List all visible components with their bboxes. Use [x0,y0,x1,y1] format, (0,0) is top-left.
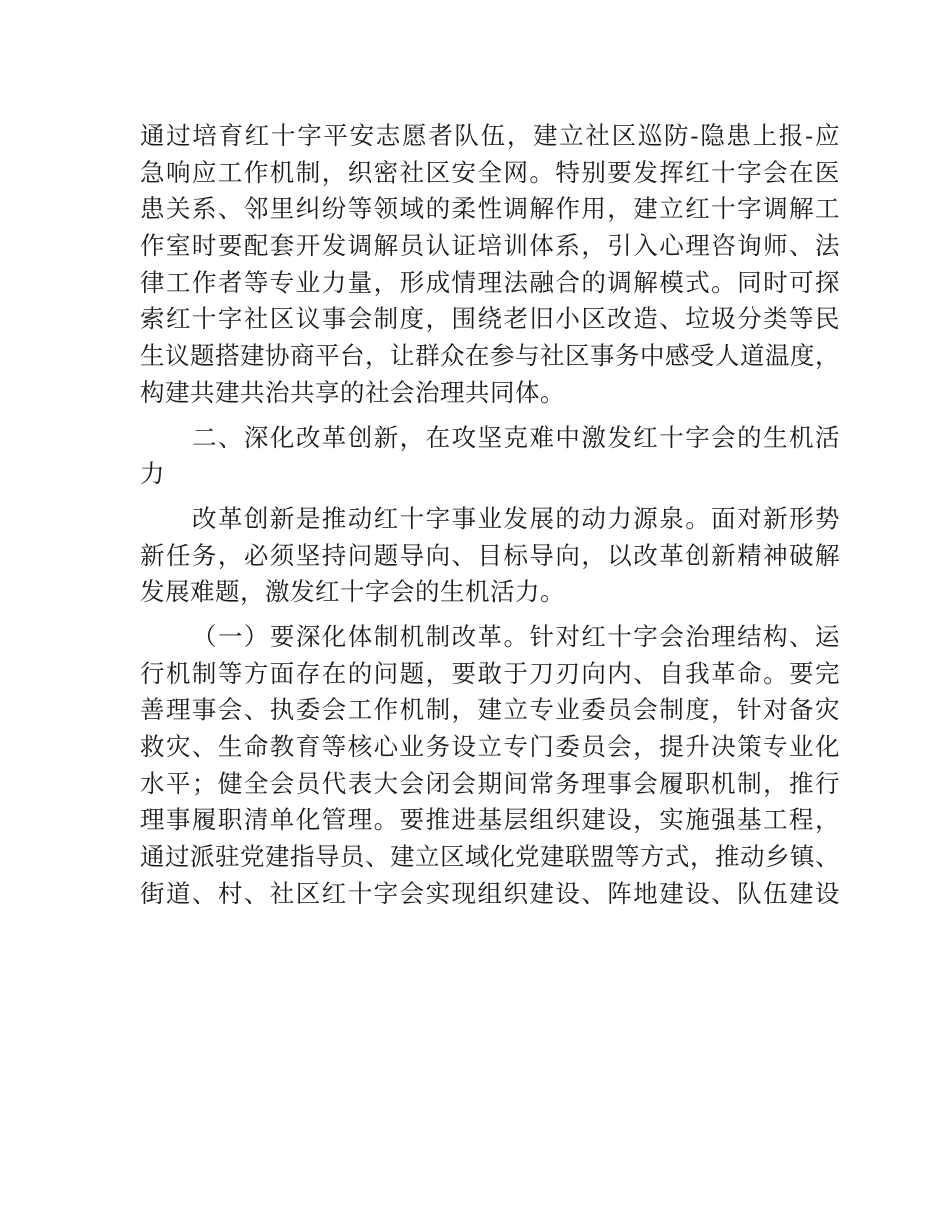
paragraph-gap [140,493,840,501]
text-line: 通过培育红十字平安志愿者队伍，建立社区巡防-隐患上报-应 [140,121,840,150]
text-line: 救灾、生命教育等核心业务设立专门委员会，提升决策专业化 [140,732,840,761]
text-line: 改革创新是推动红十字事业发展的动力源泉。面对新形势 [192,503,840,533]
text-line: 理事履职清单化管理。要推进基层组织建设，实施强基工程， [140,805,840,835]
text-line: 患关系、邻里纠纷等领域的柔性调解作用，建立红十字调解工 [140,194,840,224]
text-line: 律工作者等专业力量，形成情理法融合的调解模式。同时可探 [140,267,840,297]
text-line: 生议题搭建协商平台，让群众在参与社区事务中感受人道温度， [140,341,840,371]
heading-line: 力 [140,459,165,489]
document-body [140,118,840,912]
text-line: 索红十字社区议事会制度，围绕老旧小区改造、垃圾分类等民 [140,304,840,334]
paragraph-gap [140,611,840,619]
text-line: 水平；健全会员代表大会闭会期间常务理事会履职机制，推行 [140,768,840,798]
text-line: 街道、村、社区红十字会实现组织建设、阵地建设、队伍建设 [140,878,840,908]
paragraph-continuation [140,118,840,412]
text-line: 善理事会、执委会工作机制，建立专业委员会制度，针对备灾 [140,695,840,725]
text-line: 通过派驻党建指导员、建立区域化党建联盟等方式，推动乡镇、 [140,842,840,872]
paragraph-subsection-1 [140,619,840,913]
section-heading [140,420,840,493]
text-line: 构建共建共治共享的社会治理共同体。 [140,377,565,407]
text-line: 发展难题，激发红十字会的生机活力。 [140,577,565,607]
text-line: 作室时要配套开发调解员认证培训体系，引入心理咨询师、法 [140,231,840,261]
text-line: （一）要深化体制机制改革。针对红十字会治理结构、运 [192,621,840,651]
text-line: 新任务，必须坚持问题导向、目标导向，以改革创新精神破解 [140,540,840,570]
text-line: 行机制等方面存在的问题，要敢于刀刃向内、自我革命。要完 [140,658,840,688]
paragraph-gap [140,412,840,420]
text-line: 急响应工作机制，织密社区安全网。特别要发挥红十字会在医 [140,157,840,187]
heading-line: 二、深化改革创新，在攻坚克难中激发红十字会的生机活 [192,422,840,452]
paragraph-intro [140,501,840,611]
